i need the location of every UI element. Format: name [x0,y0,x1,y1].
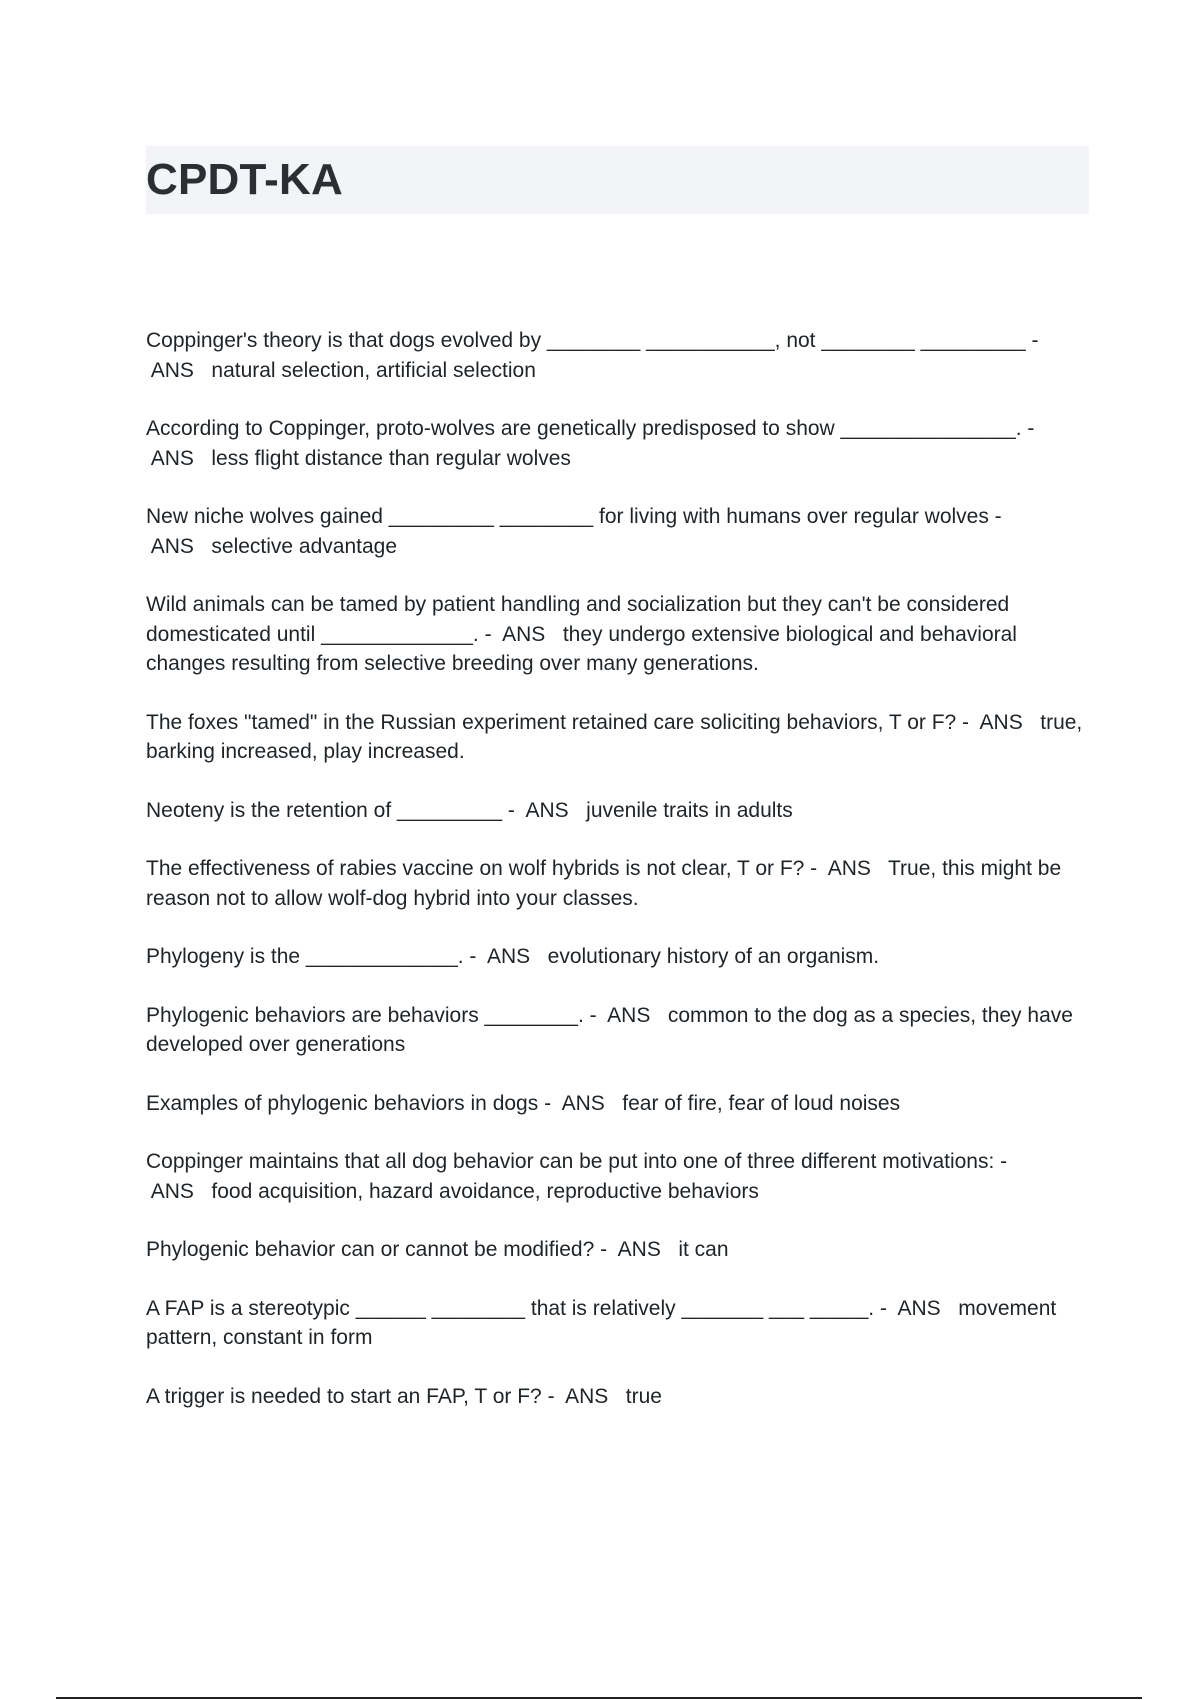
question-text: Neoteny is the retention of _________ - [146,798,515,822]
question-text: Phylogenic behaviors are behaviors ________. - [146,1003,597,1027]
answer-label: ANS [486,945,531,968]
answer-label: ANS [150,358,194,382]
answer-text: juvenile traits in adults [586,798,793,822]
answer-label: ANS [897,1296,941,1320]
title-banner [146,146,1089,214]
answer-text: true, barking increased, play increased. [146,710,1083,763]
qa-item [146,796,1091,826]
question-text: Phylogenic behavior can or cannot be modified? - [146,1238,608,1261]
qa-item [146,414,1091,473]
question-text: A FAP is a stereotypic ______ ________ that is relatively _______ ___ _____. - [146,1296,887,1320]
qa-item [146,502,1091,561]
answer-text: common to the dog as a species, they have developed over generations [146,1003,1073,1056]
answer-label: ANS [979,710,1023,734]
answer-label: ANS [150,446,194,470]
answer-text: natural selection, artificial selection [211,358,536,382]
answer-label: ANS [827,857,871,880]
answer-label: ANS [561,1091,605,1115]
question-text: Coppinger maintains that all dog behavior can be put into one of three different motivations: - [146,1150,1008,1173]
qa-item [146,1147,1091,1206]
answer-text: movement pattern, constant in form [146,1296,1057,1349]
question-text: New niche wolves gained _________ ________ for living with humans over regular wolves - [146,505,1002,528]
answer-label: ANS [150,534,194,558]
question-text: Coppinger's theory is that dogs evolved by ________ ___________, not ________ _________ - [146,329,1039,352]
qa-item [146,590,1091,679]
answer-text: fear of fire, fear of loud noises [622,1091,901,1115]
answer-text: selective advantage [211,534,398,558]
answer-label: ANS [607,1003,651,1027]
answer-text: it can [678,1238,729,1261]
answer-text: True, this might be reason not to allow wolf-dog hybrid into your classes. [146,857,1062,910]
question-text: Phylogeny is the _____________. - [146,945,477,968]
answer-label: ANS [150,1179,194,1203]
qa-item [146,708,1091,767]
answer-label: ANS [525,798,569,822]
answer-text: less flight distance than regular wolves [211,446,571,470]
question-text: According to Coppinger, proto-wolves are genetically predisposed to show _______________. - [146,417,1035,440]
qa-item [146,1382,1091,1412]
bottom-divider [56,1697,1142,1699]
question-text: A trigger is needed to start an FAP, T or F? - [146,1384,555,1408]
qa-item [146,326,1091,385]
answer-label: ANS [565,1384,609,1408]
answer-text: food acquisition, hazard avoidance, reproductive behaviors [211,1179,759,1203]
qa-item [146,854,1091,913]
qa-item [146,1089,1091,1119]
qa-item [146,1235,1091,1265]
qa-item [146,1001,1091,1060]
answer-text: they undergo extensive biological and behavioral changes resulting from selective breeding over many generations. [146,622,1017,675]
answer-label: ANS [617,1238,661,1261]
question-text: The effectiveness of rabies vaccine on wolf hybrids is not clear, T or F? - [146,857,818,880]
answer-text: evolutionary history of an organism. [547,945,880,968]
qa-list [146,326,1091,1440]
question-text: Examples of phylogenic behaviors in dogs - [146,1091,552,1115]
answer-label: ANS [502,622,546,646]
question-text: Wild animals can be tamed by patient handling and socialization but they can't be considered domesticated until _____________. - [146,593,1010,646]
question-text: The foxes "tamed" in the Russian experiment retained care soliciting behaviors, T or F? - [146,710,970,734]
answer-text: true [625,1384,662,1408]
qa-item [146,942,1091,972]
qa-item [146,1294,1091,1353]
document-title: CPDT-KA [146,155,343,204]
